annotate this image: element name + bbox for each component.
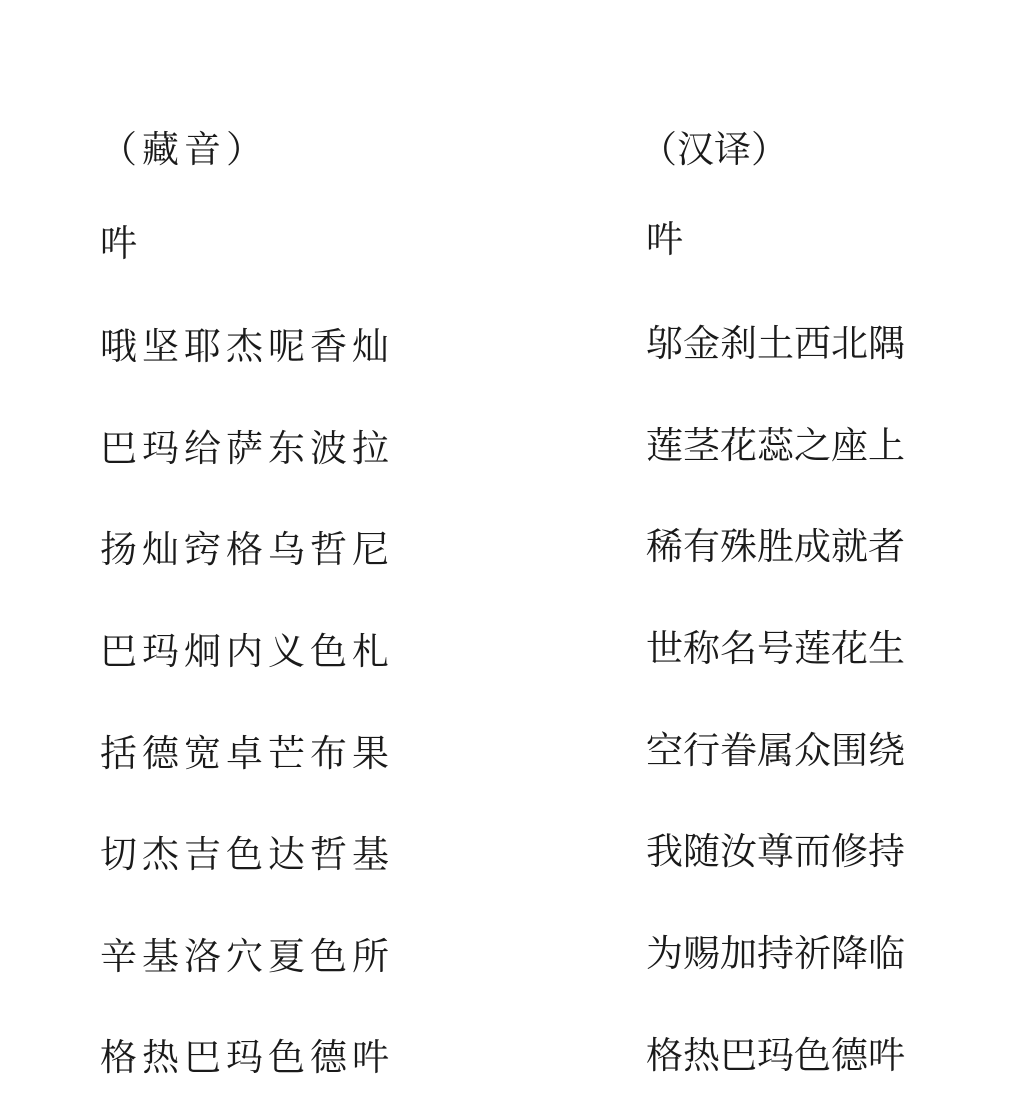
chinese-translation-line: 莲茎花蕊之座上	[646, 424, 905, 467]
chinese-translation-line: 为赐加持祈降临	[646, 932, 905, 975]
tibetan-phonetic-line: 吽	[100, 222, 142, 265]
chinese-translation-line: 格热巴玛色德吽	[646, 1034, 905, 1077]
tibetan-phonetic-line: 辛基洛穴夏色所	[100, 935, 394, 978]
chinese-translation-line: 世称名号莲花生	[646, 627, 905, 670]
chinese-translation-line: 吽	[646, 218, 683, 261]
chinese-translation-line: 空行眷属众围绕	[646, 729, 905, 772]
tibetan-phonetic-line: 巴玛给萨东波拉	[100, 427, 394, 470]
chinese-translation-line: 稀有殊胜成就者	[646, 525, 905, 568]
chinese-translation-line: 我随汝尊而修持	[646, 830, 905, 873]
tibetan-phonetic-line: 扬灿窍格乌哲尼	[100, 528, 394, 571]
tibetan-phonetic-line: 哦坚耶杰呢香灿	[100, 325, 394, 368]
tibetan-phonetic-header: （藏音）	[100, 128, 268, 171]
tibetan-phonetic-line: 格热巴玛色德吽	[100, 1036, 394, 1079]
tibetan-phonetic-line: 巴玛炯内义色札	[100, 630, 394, 673]
chinese-translation-header: （汉译）	[640, 128, 788, 171]
tibetan-phonetic-line: 切杰吉色达哲基	[100, 833, 394, 876]
tibetan-phonetic-line: 括德宽卓芒布果	[100, 732, 394, 775]
chinese-translation-line: 邬金刹土西北隅	[646, 322, 905, 365]
